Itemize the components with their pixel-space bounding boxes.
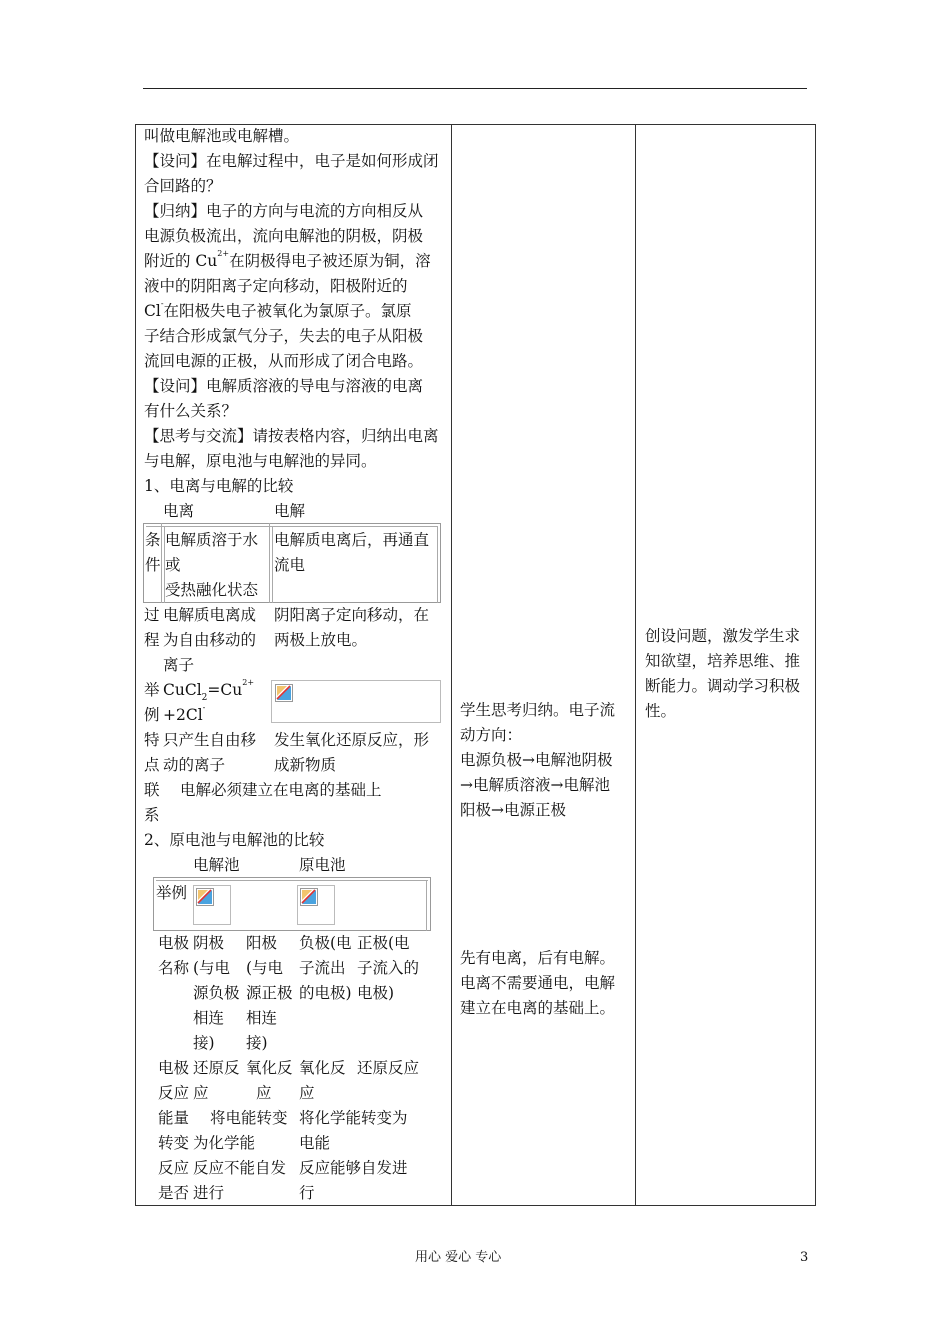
cell-text: 电解质电离成 bbox=[163, 606, 257, 624]
row-label: 名称 bbox=[158, 959, 190, 977]
question-line: 【设问】电解质溶液的导电与溶液的电离 bbox=[144, 377, 424, 395]
cell-text: (与电 bbox=[246, 959, 284, 977]
row-label: 例 bbox=[144, 706, 160, 724]
row-label: 能量 bbox=[158, 1109, 190, 1127]
design-intent-line: 断能力。调动学习积极 bbox=[645, 677, 801, 695]
row-label: 举例 bbox=[156, 884, 188, 902]
summary-line: Cl-在阳极失电子被氧化为氯原子。氯原 bbox=[144, 299, 412, 320]
row-label: 特 bbox=[144, 731, 160, 749]
cell-text: 为化学能 bbox=[193, 1134, 256, 1152]
cell-text: 子流入的 bbox=[357, 959, 420, 977]
summary-line: 液中的阴阳离子定向移动，阳极附近的 bbox=[144, 277, 408, 295]
column-divider-1 bbox=[451, 125, 452, 1205]
table1-header-electrolysis: 电解 bbox=[274, 502, 306, 520]
table2-header-electrolytic-cell: 电解池 bbox=[193, 856, 240, 874]
cell-text: 电解必须建立在电离的基础上 bbox=[180, 781, 382, 799]
image-placeholder bbox=[193, 885, 231, 925]
student-activity-line: 学生思考归纳。电子流 bbox=[460, 701, 616, 719]
design-intent-line: 性。 bbox=[645, 702, 677, 720]
cell-text: 负极(电 bbox=[299, 934, 352, 952]
summary-line: 【归纳】电子的方向与电流的方向相反从 bbox=[144, 202, 424, 220]
footer-motto: 用心 爱心 专心 bbox=[415, 1250, 502, 1265]
cell-text: 动的离子 bbox=[163, 756, 226, 774]
cell-text: 子流出 bbox=[299, 959, 346, 977]
cell-text: 阴阳离子定向移动，在 bbox=[274, 606, 430, 624]
discussion-line: 【思考与交流】请按表格内容，归纳出电离 bbox=[144, 427, 439, 445]
design-intent-line: 创设问题，激发学生求 bbox=[645, 627, 801, 645]
cell-text: 接) bbox=[193, 1034, 215, 1052]
cell-text: (与电 bbox=[193, 959, 231, 977]
row-label: 反应 bbox=[158, 1159, 190, 1177]
section-heading: 2、原电池与电解池的比较 bbox=[144, 831, 325, 849]
cell-text: 流电 bbox=[274, 556, 306, 574]
row-label: 点 bbox=[144, 756, 160, 774]
cell-text: 接) bbox=[246, 1034, 268, 1052]
equation-text: $CuCl2=Cu^{2+}$ bbox=[163, 678, 255, 703]
page-number: 3 bbox=[800, 1250, 809, 1265]
cell-text: 的电极) bbox=[299, 984, 352, 1002]
cell-text: 正极(电 bbox=[357, 934, 410, 952]
cell-text: 行 bbox=[299, 1184, 315, 1202]
cell-text: 受热融化状态 bbox=[165, 581, 259, 599]
summary-line: 流回电源的正极，从而形成了闭合电路。 bbox=[144, 352, 424, 370]
cell-text: 只产生自由移 bbox=[163, 731, 257, 749]
cell-text: 应 bbox=[193, 1084, 209, 1102]
question-line: 【设问】在电解过程中，电子是如何形成闭 bbox=[144, 152, 439, 170]
cell-text: 电极) bbox=[357, 984, 395, 1002]
cell-text: 反应不能自发 bbox=[193, 1159, 287, 1177]
cell-text: 氧化反 bbox=[246, 1059, 293, 1077]
summary-line: 子结合形成氯气分子，失去的电子从阳极 bbox=[144, 327, 424, 345]
broken-image-icon bbox=[275, 684, 293, 702]
equation-text: +2Cl- bbox=[163, 703, 206, 724]
cell-text: 离子 bbox=[163, 656, 195, 674]
row-label: 件 bbox=[145, 556, 161, 574]
header-rule bbox=[143, 88, 807, 89]
question-line: 有什么关系？ bbox=[144, 402, 238, 420]
row-label: 条 bbox=[145, 531, 161, 549]
cell-text: 相连 bbox=[193, 1009, 225, 1027]
row-label: 反应 bbox=[158, 1084, 190, 1102]
student-activity-line: 动方向： bbox=[460, 726, 523, 744]
row-label: 电极 bbox=[158, 934, 190, 952]
broken-image-icon bbox=[196, 888, 214, 906]
cell-text: 将电能转变 bbox=[210, 1109, 288, 1127]
cell-text: 电能 bbox=[299, 1134, 331, 1152]
cell-text: 发生氧化还原反应，形 bbox=[274, 731, 430, 749]
broken-image-icon bbox=[300, 888, 318, 906]
cell-text: 为自由移动的 bbox=[163, 631, 257, 649]
cell-text: 进行 bbox=[193, 1184, 225, 1202]
design-intent-line: 知欲望，培养思维、推 bbox=[645, 652, 801, 670]
student-activity-line: 电源负极→电解池阴极 bbox=[460, 751, 613, 769]
cell-text: 相连 bbox=[246, 1009, 278, 1027]
student-activity-line: 建立在电离的基础上。 bbox=[460, 999, 616, 1017]
cell-text: 源正极 bbox=[246, 984, 293, 1002]
row-label: 是否 bbox=[158, 1184, 190, 1202]
section-heading: 1、电离与电解的比较 bbox=[144, 477, 294, 495]
text-line: 叫做电解池或电解槽。 bbox=[144, 127, 300, 145]
student-activity-line: 电离不需要通电，电解 bbox=[460, 974, 616, 992]
cell-text: 成新物质 bbox=[274, 756, 337, 774]
question-line: 合回路的？ bbox=[144, 177, 222, 195]
row-label: 举 bbox=[144, 681, 160, 699]
image-placeholder bbox=[297, 885, 335, 925]
row-label: 联 bbox=[144, 781, 160, 799]
summary-line: 电源负极流出，流向电解池的阴极，阴极 bbox=[144, 227, 424, 245]
row-label: 过 bbox=[144, 606, 160, 624]
cell-text: 还原反 bbox=[193, 1059, 240, 1077]
row-label: 电极 bbox=[158, 1059, 190, 1077]
cell-text: 源负极 bbox=[193, 984, 240, 1002]
image-placeholder bbox=[271, 680, 441, 723]
table2-header-galvanic-cell: 原电池 bbox=[299, 856, 346, 874]
cell-text: 电解质电离后，再通直 bbox=[274, 531, 430, 549]
cell-text: 阴极 bbox=[193, 934, 225, 952]
column-divider-2 bbox=[635, 125, 636, 1205]
cell-text: 电解质溶于水 bbox=[165, 531, 259, 549]
row-label: 程 bbox=[144, 631, 160, 649]
cell-text: 应 bbox=[256, 1084, 272, 1102]
summary-line: 附近的 $Cu^{2+}$在阴极得电子被还原为铜，溶 bbox=[144, 249, 431, 270]
student-activity-line: 阳极→电源正极 bbox=[460, 801, 566, 819]
student-activity-line: 先有电离，后有电解。 bbox=[460, 949, 616, 967]
cell-text: 阳极 bbox=[246, 934, 278, 952]
discussion-line: 与电解，原电池与电解池的异同。 bbox=[144, 452, 377, 470]
table1-header-ionization: 电离 bbox=[163, 502, 195, 520]
cell-text: 应 bbox=[299, 1084, 315, 1102]
row-label: 系 bbox=[144, 806, 160, 824]
cell-text: 还原反应 bbox=[357, 1059, 420, 1077]
cell-text: 氧化反 bbox=[299, 1059, 346, 1077]
cell-text: 反应能够自发进 bbox=[299, 1159, 408, 1177]
row-label: 转变 bbox=[158, 1134, 190, 1152]
cell-text: 或 bbox=[165, 556, 181, 574]
cell-text: 两极上放电。 bbox=[274, 631, 368, 649]
cell-text: 将化学能转变为 bbox=[299, 1109, 408, 1127]
student-activity-line: →电解质溶液→电解池 bbox=[460, 776, 610, 794]
